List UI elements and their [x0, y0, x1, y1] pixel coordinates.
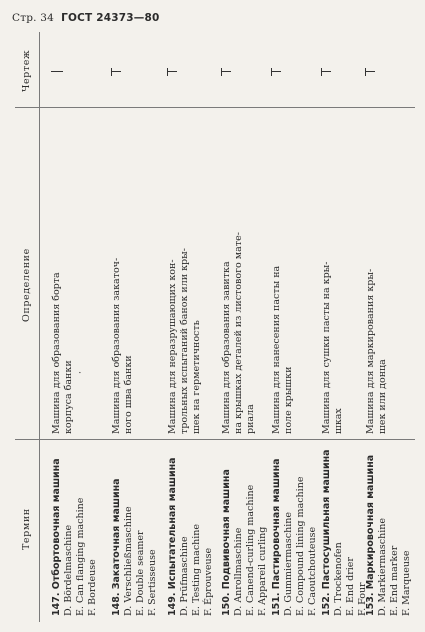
page-number: Стр. 34: [12, 12, 55, 24]
term-fr: F. Caoutchouteuse: [307, 526, 318, 616]
term-title: 148. Закаточная машина: [111, 478, 122, 616]
column-header-definition: Определение: [21, 248, 32, 322]
term-en: E. Canend-curling machine: [245, 484, 256, 616]
term-de: D. Markiermaschine: [377, 518, 388, 616]
term-de: D. Gummiermaschine: [283, 511, 294, 616]
drawing-ref-mark: [321, 66, 333, 76]
term-title: 153. Маркировочная машина: [365, 454, 376, 616]
term-fr: F. Marqueuse: [401, 550, 412, 616]
definition-149: Машина для неразрушающих кон- трольных испытаний банок или кры- шек на герметичность: [167, 248, 202, 434]
term-entry-151: [271, 436, 319, 616]
drawing-ref-mark: [111, 66, 123, 76]
term-de: D. Anrollmaschine: [233, 527, 244, 616]
page-header: [12, 12, 159, 24]
definition-148: Машина для образования закаточ- ного шва банки: [111, 257, 134, 434]
term-title: 152. Пастосушильная машина: [321, 449, 332, 616]
term-de: D. Bördelmaschine: [63, 524, 74, 616]
term-entry-148: [111, 436, 159, 616]
term-title: 147. Отбортовочная машина: [51, 458, 62, 616]
column-divider: [15, 107, 415, 108]
term-de: D. Trockenofen: [333, 542, 344, 616]
term-de: D. Verschließmaschine: [123, 506, 134, 616]
definition-150: Машина для образования завитка на крышках деталей из листового мате- риала: [221, 232, 256, 434]
term-entry-152: [321, 436, 369, 616]
term-entry-149: [167, 436, 215, 616]
column-header-drawing: Чертеж: [21, 49, 32, 92]
term-fr: F. Éprouveuse: [203, 547, 214, 616]
term-en: E. Compound lining machine: [295, 476, 306, 616]
definition-152: Машина для сушки пасты на кры- шках: [321, 261, 344, 434]
definition-151: Машина для нанесения пасты на поле крышки: [271, 265, 294, 434]
drawing-ref-mark: [365, 66, 377, 76]
rotated-terms-table: [15, 32, 415, 622]
term-fr: F. Sertisseuse: [147, 549, 158, 616]
term-title: 150. Подвивочная машина: [221, 469, 232, 616]
header-divider: [39, 32, 40, 622]
term-entry-153: [365, 436, 413, 616]
term-de: D. Prüfmaschine: [179, 536, 190, 616]
term-en: E. Can flanging machine: [75, 497, 86, 616]
drawing-ref-mark: [271, 66, 283, 76]
term-title: 151. Пастировочная машина: [271, 458, 282, 616]
drawing-ref-mark: [221, 66, 233, 76]
term-en: E. Testing machine: [191, 523, 202, 616]
term-fr: F. Appareil curling: [257, 526, 268, 616]
standard-number: ГОСТ 24373—80: [61, 12, 160, 24]
term-fr: F. Four: [357, 582, 368, 616]
definition-153: Машина для маркирования кры- шек или донца: [365, 268, 388, 434]
drawing-ref-mark: [167, 66, 179, 76]
term-en: E. End drier: [345, 557, 356, 616]
definition-note: ·: [75, 370, 86, 374]
term-en: E. End marker: [389, 545, 400, 616]
term-en: E. Double seamer: [135, 530, 146, 616]
term-entry-150: [221, 436, 269, 616]
column-header-term: Термин: [21, 508, 32, 550]
term-fr: F. Bordeuse: [87, 559, 98, 616]
definition-147: Машина для образования борта корпуса банки ·: [51, 114, 87, 434]
term-title: 149. Испытательная машина: [167, 457, 178, 616]
term-entry-147: [51, 436, 99, 616]
drawing-ref-mark: [51, 66, 63, 76]
